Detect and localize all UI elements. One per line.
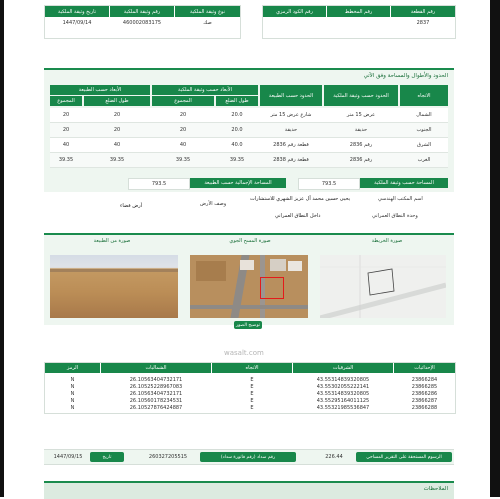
deed-number-value: 460002083175 [122, 20, 162, 26]
deed-type-value: صك [203, 20, 212, 26]
map-image [320, 255, 446, 318]
boundary-nature: حديقة [284, 127, 298, 133]
coords-row [45, 404, 455, 411]
office-value: يحيى حسين محمد آل عزيز الشهري للاستشارات [250, 196, 351, 202]
nature-photo-label: صورة من الطبيعة [93, 238, 131, 244]
coords-row [45, 376, 455, 383]
col-deed-bounds-header: الحدود حسب وثيقة الملكية [324, 85, 398, 106]
boundary-total-deed: 20 [179, 112, 187, 118]
plot-number-header: رقم القطعة [391, 6, 455, 17]
watermark: wasalt.com [224, 349, 264, 357]
plan-number-value [327, 18, 390, 28]
coord-symbol: N [70, 383, 75, 390]
boundary-total-nature: 39.35 [58, 157, 74, 163]
code-header: رقم الكود الرمزي [263, 6, 326, 17]
col-nature-dims-header: الأبعاد حسب الطبيعة [50, 85, 150, 95]
coords-east-header: الشرقيات [293, 363, 393, 373]
boundary-nature: شارع عرض 15 متر [270, 112, 312, 118]
fee-label: الرسوم المستحقة على التقرير المساحي [356, 452, 452, 462]
boundary-rows [50, 108, 448, 168]
area-nature-label: المساحة الإجمالية حسب الطبيعة [190, 178, 286, 188]
coords-section [44, 362, 456, 414]
coord-dir: E [250, 383, 254, 390]
left-frame [0, 0, 4, 497]
legend-pill[interactable]: توضيح الصور [235, 322, 261, 328]
coord-dir: E [250, 390, 254, 397]
area-nature-value: 793.5 [128, 178, 190, 190]
boundary-deed: عرض 15 متر [346, 112, 376, 118]
area-deed-value: 793.5 [298, 178, 360, 190]
col-len-deed-header: طول الضلع [216, 96, 258, 106]
col-direction-header: الاتجاه [400, 85, 448, 106]
boundary-len-deed: 39.35 [229, 157, 245, 163]
coord-id: 23866284 [411, 376, 438, 383]
land-desc-label: وصف الأرض [200, 201, 227, 207]
plot-number-value: 2837 [416, 20, 430, 26]
boundary-len-deed: 20.0 [231, 112, 243, 118]
boundary-deed: حديقة [354, 127, 368, 133]
boundary-row [50, 123, 448, 138]
coord-id: 23866288 [411, 404, 438, 411]
code-value [263, 18, 326, 28]
boundaries-title: الحدود والأطوال والمساحة وفق الآتي [363, 73, 448, 79]
deed-info-table [44, 5, 241, 39]
boundary-total-deed: 40 [179, 142, 187, 148]
coord-east: 43.55302055222141 [316, 383, 370, 390]
nature-photo [50, 255, 178, 318]
col-total-deed-header: المجموع [152, 96, 214, 106]
invoice-label: رقم سداد (رقم فاتورة سداد) [200, 452, 296, 462]
fee-date-value: 1447/09/15 [53, 454, 83, 460]
notes-title: الملاحظات [423, 486, 448, 492]
coord-east: 43.55321985536847 [316, 404, 370, 411]
fees-row [44, 449, 454, 465]
col-total-nature-header: المجموع [50, 96, 82, 106]
boundary-len-deed: 20.0 [231, 127, 243, 133]
coord-symbol: N [70, 390, 75, 397]
coord-north: 26.10563404732171 [129, 376, 183, 383]
coord-symbol: N [70, 397, 75, 404]
boundary-direction: الشمال [416, 112, 432, 118]
boundaries-section [44, 68, 454, 192]
coords-dir-header: الاتجاه [212, 363, 292, 373]
boundary-nature: قطعة رقم 2836 [273, 142, 309, 148]
boundary-total-nature: 20 [62, 127, 70, 133]
coords-row [45, 397, 455, 404]
boundary-len-nature: 20 [113, 112, 121, 118]
invoice-value: 260327205515 [148, 454, 188, 460]
boundary-deed: رقم 2836 [349, 142, 373, 148]
boundary-len-nature: 20 [113, 127, 121, 133]
coord-north: 26.10563404732171 [129, 390, 183, 397]
fee-value: 226.44 [325, 454, 343, 460]
coord-east: 43.55295164011125 [316, 397, 370, 404]
coords-row [45, 383, 455, 390]
fee-date-label: تاريخ [90, 452, 124, 462]
coord-symbol: N [70, 404, 75, 411]
boundary-direction: الغرب [417, 157, 431, 163]
map-label: صورة الخريطة [371, 238, 403, 244]
boundary-direction: الجنوب [416, 127, 432, 133]
boundary-total-deed: 20 [179, 127, 187, 133]
coord-dir: E [250, 376, 254, 383]
deed-date-value: 1447/09/14 [62, 20, 92, 26]
coords-symbol-header: الرمز [45, 363, 100, 373]
boundary-direction: الشرق [416, 142, 431, 148]
boundary-len-nature: 40 [113, 142, 121, 148]
drone-photo-label: صورة المسح الجوي [229, 238, 271, 244]
drone-photo [190, 255, 308, 318]
coords-id-header: الإحداثيات [394, 363, 455, 373]
coord-north: 26.10527876424887 [129, 404, 183, 411]
boundary-len-nature: 39.35 [109, 157, 125, 163]
boundary-row [50, 108, 448, 123]
coord-north: 26.10560178234531 [129, 397, 183, 404]
boundary-total-deed: 39.35 [175, 157, 191, 163]
images-section [44, 233, 454, 357]
urban-label: وحدة النطاق العمراني [372, 213, 418, 219]
boundary-deed: رقم 2836 [349, 157, 373, 163]
deed-type-header: نوع وثيقة الملكية [175, 6, 240, 17]
coord-id: 23866286 [411, 390, 438, 397]
coord-east: 43.55314839320805 [316, 390, 370, 397]
coords-row [45, 390, 455, 397]
boundary-total-nature: 20 [62, 112, 70, 118]
office-label: اسم المكتب الهندسي [378, 196, 423, 202]
map-lines [320, 255, 446, 318]
boundary-row [50, 153, 448, 168]
coord-symbol: N [70, 376, 75, 383]
plot-info-table [262, 5, 456, 39]
plan-number-header: رقم المخطط [327, 6, 390, 17]
coord-dir: E [250, 404, 254, 411]
coord-id: 23866287 [411, 397, 438, 404]
boundary-total-nature: 40 [62, 142, 70, 148]
coord-id: 23866285 [411, 383, 438, 390]
boundary-row [50, 138, 448, 153]
col-nature-bounds-header: الحدود حسب الطبيعة [260, 85, 322, 106]
land-desc-value: أرض فضاء [120, 203, 143, 209]
boundary-len-deed: 40.0 [231, 142, 243, 148]
urban-value: داخل النطاق العمراني [275, 213, 321, 219]
coord-dir: E [250, 397, 254, 404]
coord-north: 26.10525228967083 [129, 383, 183, 390]
right-frame [490, 0, 500, 497]
coord-east: 43.55314839320805 [316, 376, 370, 383]
col-len-nature-header: طول الضلع [84, 96, 150, 106]
area-deed-label: المساحة حسب وثيقة الملكية [360, 178, 448, 188]
notes-section [44, 481, 454, 499]
col-deed-dims-header: الأبعاد حسب وثيقة الملكية [152, 85, 258, 95]
deed-number-header: رقم وثيقة الملكية [110, 6, 174, 17]
boundary-nature: قطعة رقم 2838 [273, 157, 309, 163]
coords-north-header: الشماليات [101, 363, 211, 373]
deed-date-header: تاريخ وثيقة الملكية [45, 6, 109, 17]
